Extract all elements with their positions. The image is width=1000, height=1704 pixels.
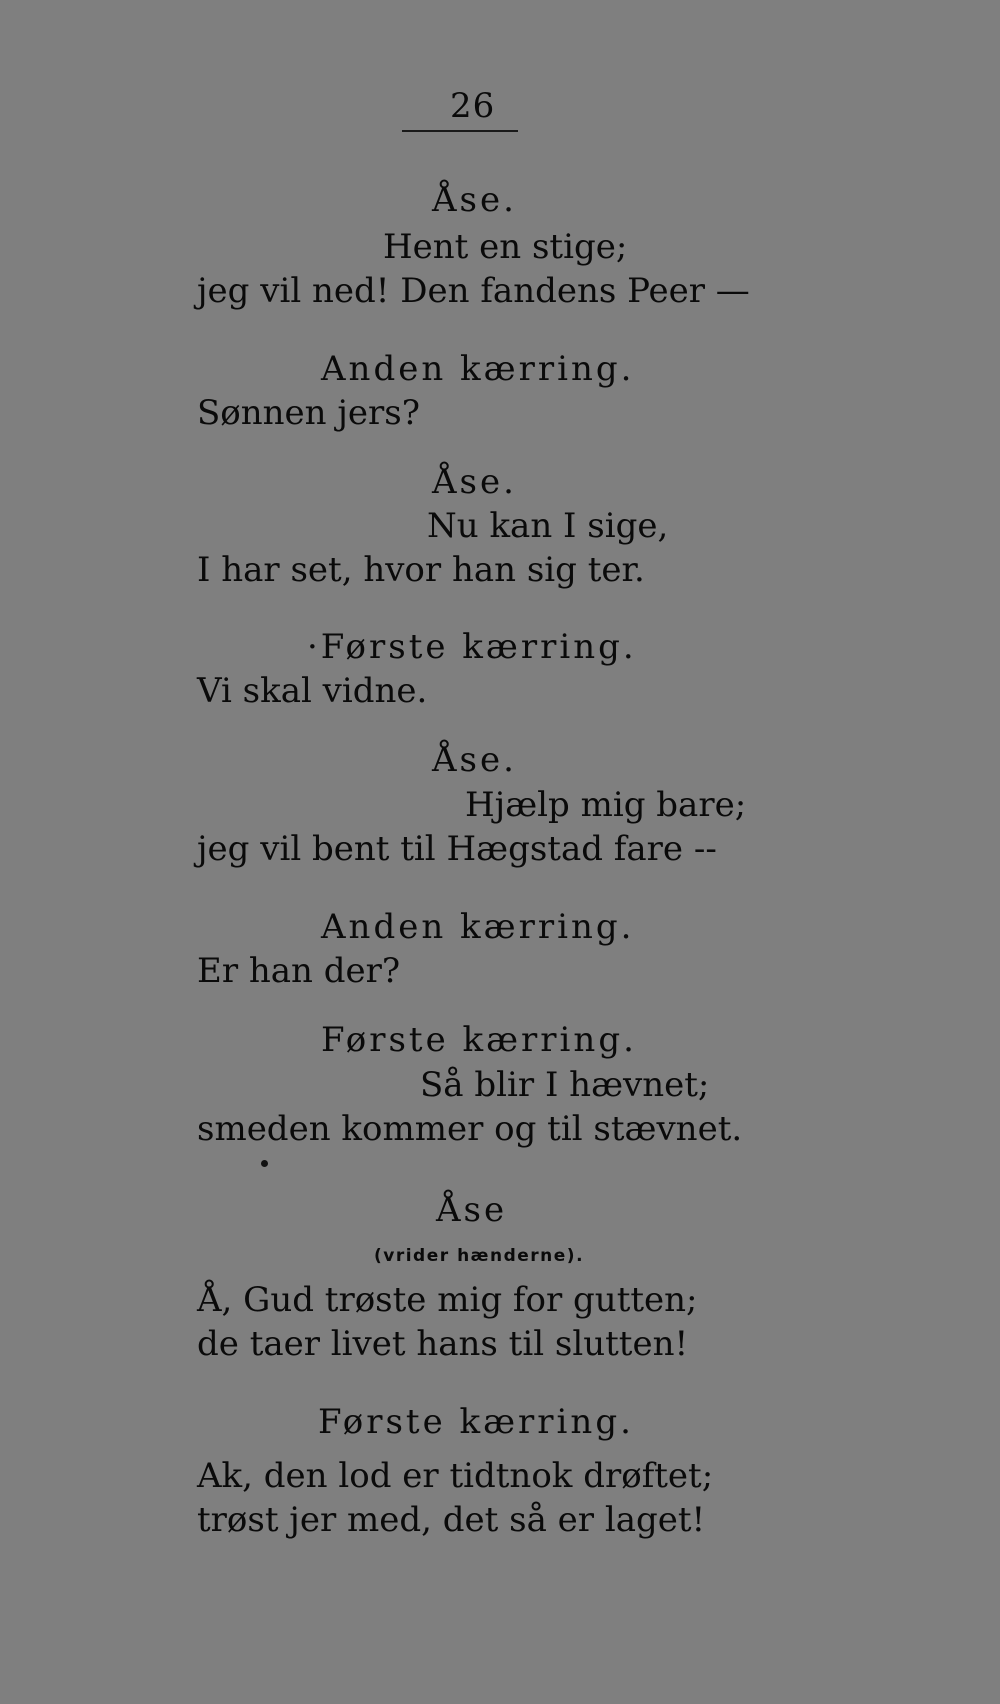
verse-line: I har set, hvor han sig ter. — [197, 550, 645, 590]
verse-line: trøst jer med, det så er laget! — [197, 1500, 706, 1540]
page-number-rule — [402, 130, 518, 132]
speaker-forste-kaerring: Første kærring. — [318, 1402, 634, 1442]
speaker-anden-kaerring: Anden kærring. — [321, 349, 635, 389]
verse-line: Sønnen jers? — [197, 393, 420, 433]
verse-line: Så blir I hævnet; — [420, 1065, 710, 1105]
speaker-forste-kaerring: Første kærring. — [321, 1020, 637, 1060]
verse-line: Hjælp mig bare; — [465, 785, 747, 825]
speaker-ase: Åse. — [432, 740, 517, 780]
speaker-ase: Åse — [436, 1190, 508, 1230]
speaker-ase: Åse. — [432, 462, 517, 502]
speaker-anden-kaerring: Anden kærring. — [321, 907, 635, 947]
verse-line: Er han der? — [197, 951, 401, 991]
verse-line: smeden kommer og til stævnet. — [197, 1109, 743, 1149]
print-speck — [261, 1160, 268, 1167]
verse-line: Vi skal vidne. — [197, 671, 428, 711]
verse-line: Nu kan I sige, — [427, 506, 669, 546]
verse-line: Ak, den lod er tidtnok drøftet; — [197, 1456, 714, 1496]
verse-line: de taer livet hans til slutten! — [197, 1324, 689, 1364]
verse-line: Hent en stige; — [383, 227, 628, 267]
speaker-ase: Åse. — [432, 180, 517, 220]
verse-line: jeg vil ned! Den fandens Peer — — [197, 271, 750, 311]
verse-line: jeg vil bent til Hægstad fare -- — [197, 829, 717, 869]
stage-direction: (vrider hænderne). — [374, 1246, 585, 1266]
page-number: 26 — [450, 86, 496, 126]
verse-line: Å, Gud trøste mig for gutten; — [197, 1280, 698, 1320]
speaker-forste-kaerring: ·Første kærring. — [307, 627, 637, 667]
